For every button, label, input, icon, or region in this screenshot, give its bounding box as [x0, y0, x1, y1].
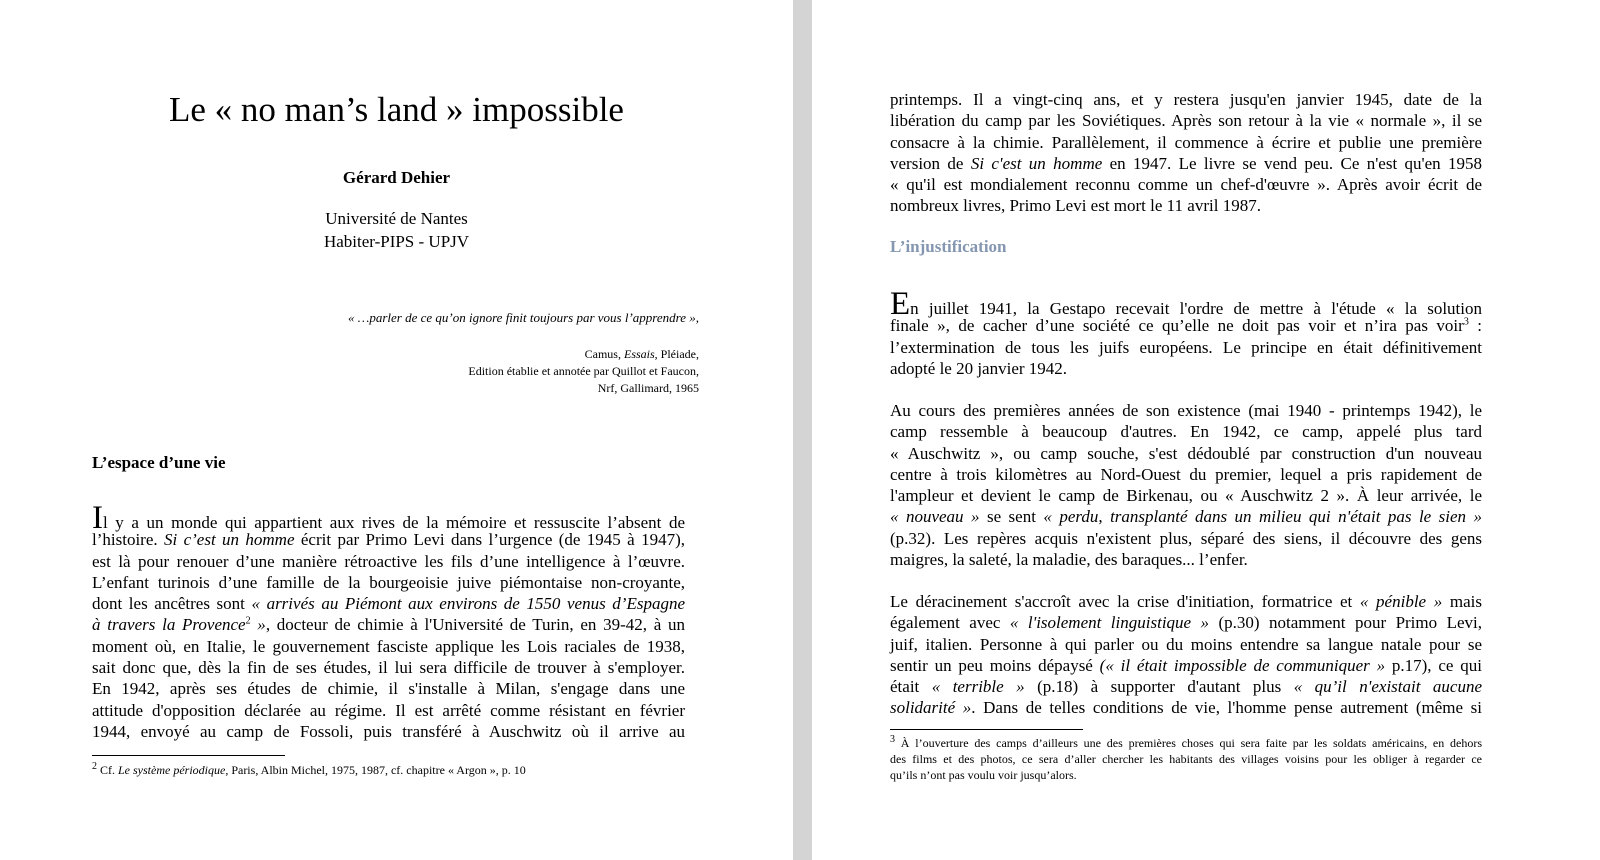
document-title: Le « no man’s land » impossible: [169, 90, 624, 129]
right-page: [812, 0, 1600, 860]
section-heading: L’injustification: [890, 237, 1007, 256]
author-name: Gérard Dehier: [342, 168, 451, 187]
body-paragraph: Le déracinement s'accroît avec la crise d'initiation, formatrice et « pénible » mais également avec « l'isolement linguistique » (p.30) notamment pour Primo Levi, juif, italien. Personne à qui parler ou du moins entendre sa langue natale pour se sentir un peu moins dépaysé (« il était impossible de communiquer » p.17), ce qui était « terrible » (p.18) à supporter d'autant plus « qu’il n'existait aucune solidarité ». Dans de telles conditions de vie, l'homme pense autrement (même si: [890, 592, 1483, 718]
footnote: $^2$ Cf. Le système périodique, Paris, Albin Michel, 1975, 1987, cf. chapitre « Argon », p. 10: [92, 761, 526, 777]
footnote: $^3$ À l’ouverture des camps d’ailleurs une des premières choses qui sera faite par les soldats américains, en dehors des films et des photos, ce sera d’aller chercher les habitants des villages voisins pour les obliger à regarder ce qu’ils n’ont pas voulu voir jusqu’alors.: [890, 734, 1482, 782]
page-gutter: [793, 0, 812, 860]
left-page: [0, 0, 793, 860]
affiliation-line: Université de Nantes: [325, 209, 468, 228]
body-paragraph: Il y a un monde qui appartient aux rives de la mémoire et ressuscite l’absent de l’histoire. Si c’est un homme écrit par Primo Levi dans l’urgence (de 1945 à 1947), est là pour renouer d’une manière rétroactive les fils d’une intelligence à l’œuvre. L’enfant turinois d’une famille de la bourgeoisie juive piémontaise non-croyante, dont les ancêtres sont « arrivés au Piémont aux environs de 1550 venus d’Espagne à travers la Provence$^2$ », docteur de chimie à l'Université de Turin, en 39-42, à un moment où, en Italie, le gouvernement fasciste applique les Lois raciales de 1938, sait donc que, dès la fin de ses études, il lui sera difficile de trouver à s'employer. En 1942, après ses études de chimie, il s'installe à Milan, s'engage dans une attitude d'opposition déclarée au régime. Il est arrêté comme résistant en février 1944, envoyé au camp de Fossoli, puis transféré à Auschwitz où il arrive au: [92, 500, 686, 741]
footnote-separator: [890, 729, 1083, 730]
footnote-separator: [92, 755, 285, 756]
body-paragraph: printemps. Il a vingt-cinq ans, et y restera jusqu'en janvier 1945, date de la libération du camp par les Soviétiques. Après son retour à la vie « normale », il se consacre à la chimie. Parallèlement, il commence à écrire et publie une première version de Si c'est un homme en 1947. Le livre se vend peu. Ce n'est qu'en 1958 « qu'il est mondialement reconnu comme un chef-d'œuvre ». Après avoir écrit de nombreux livres, Primo Levi est mort le 11 avril 1987.: [890, 90, 1483, 216]
body-paragraph: Au cours des premières années de son existence (mai 1940 - printemps 1942), le camp ressemble à beaucoup d'autres. En 1942, ce camp, appelé plus tard « Auschwitz », ou camp souche, s'est dédoublé par construction d'un nouveau centre à trois kilomètres au Nord-Ouest du premier, lequel a pris rapidement de l'ampleur et devient le camp de Birkenau, ou « Auschwitz 2 ». À leur arrivée, le « nouveau » se sent « perdu, transplanté dans un milieu qui n'était pas le sien » (p.32). Les repères acquis n'existent plus, séparé des siens, il découvre des gens maigres, la saleté, la maladie, des baraques... l’enfer.: [890, 401, 1482, 570]
epigraph-source: Camus, Essais, Pléiade, Edition établie et annotée par Quillot et Faucon, Nrf, Gallimard, 1965: [468, 347, 699, 395]
section-heading: L’espace d’une vie: [92, 453, 226, 472]
body-paragraph: En juillet 1941, la Gestapo recevait l'ordre de mettre à l'étude « la solution finale », de cacher d’une société ce qu’elle ne doit pas voir et n’ira pas voir$^3$ : l’extermination de tous les juifs européens. Le principe en était définitivement adopté le 20 janvier 1942.: [890, 286, 1482, 378]
author-affiliation: [0, 207, 793, 253]
affiliation-line: Habiter-PIPS - UPJV: [323, 232, 470, 251]
footnote-ref: 2: [245, 615, 251, 627]
epigraph: « …parler de ce qu’on ignore finit toujours par vous l’apprendre »,: [348, 310, 699, 325]
drop-cap: I: [92, 500, 103, 536]
footnote-ref: 3: [1463, 316, 1469, 328]
drop-cap: E: [890, 286, 911, 322]
